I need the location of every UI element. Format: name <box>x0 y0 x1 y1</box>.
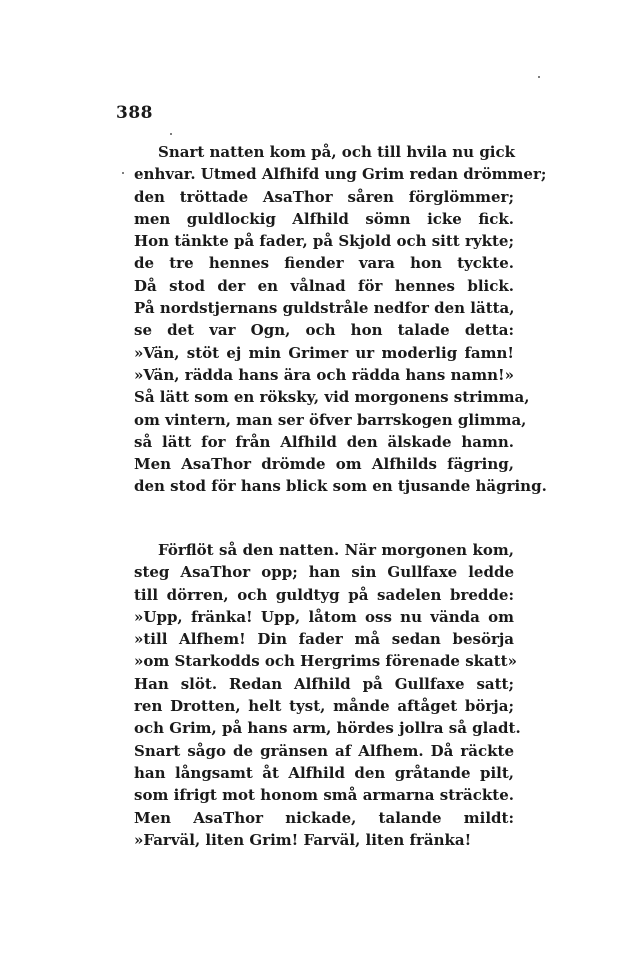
poem-line: han långsamt åt Alfhild den gråtande pilt, <box>134 763 514 782</box>
poem-line: och Grim, på hans arm, hördes jollra så gladt. <box>134 719 521 738</box>
page-number: 388 <box>116 103 153 123</box>
poem-line: den tröttade AsaThor såren förglömmer; <box>134 187 514 206</box>
poem-line: men guldlockig Alfhild sömn icke fick. <box>134 209 514 228</box>
print-speck <box>122 172 124 174</box>
poem-line: Han slöt. Redan Alfhild på Gullfaxe satt; <box>134 674 514 693</box>
poem-line: Så lätt som en röksky, vid morgonens strimma, <box>134 388 530 407</box>
poem-line: Hon tänkte på fader, på Skjold och sitt rykte; <box>134 232 514 251</box>
poem-line: steg AsaThor opp; han sin Gullfaxe ledde <box>134 563 514 582</box>
poem-line: »Farväl, liten Grim! Farväl, liten fränka! <box>134 830 472 849</box>
poem-line: till dörren, och guldtyg på sadelen bredde: <box>134 585 514 604</box>
stanza-1 <box>134 141 547 498</box>
poem-line: »Vän, rädda hans ära och rädda hans namn!» <box>134 365 514 384</box>
poem-line: som ifrigt mot honom små armarna sträckte. <box>134 786 514 805</box>
poem-line: den stod för hans blick som en tjusande hägring. <box>134 477 547 496</box>
poem-line: se det var Ogn, och hon talade detta: <box>134 321 514 340</box>
poem-line: om vintern, man ser öfver barrskogen glimma, <box>134 410 527 429</box>
print-speck <box>170 133 172 135</box>
poem-line: ren Drotten, helt tyst, månde aftåget börja; <box>134 697 514 716</box>
poem-line: Snart natten kom på, och till hvila nu gick <box>158 143 516 161</box>
poem-line: »till Alfhem! Din fader må sedan besörja <box>134 630 514 649</box>
poem-line: Då stod der en vålnad för hennes blick. <box>134 276 514 295</box>
poem-line: enhvar. Utmed Alfhifd ung Grim redan drömmer; <box>134 165 547 184</box>
poem-line: så lätt for från Alfhild den älskade hamn. <box>134 432 514 451</box>
print-speck <box>538 76 540 78</box>
poem-line: Förflöt så den natten. När morgonen kom, <box>158 541 514 559</box>
poem-line: På nordstjernans guldstråle nedfor den lätta, <box>134 299 515 318</box>
poem-line: »Upp, fränka! Upp, låtom oss nu vända om <box>134 607 514 626</box>
poem-line: Men AsaThor drömde om Alfhilds fägring, <box>134 455 514 474</box>
poem-line: Men AsaThor nickade, talande mildt: <box>134 808 514 827</box>
poem-line: de tre hennes fiender vara hon tyckte. <box>134 254 514 273</box>
poem-line: Snart sågo de gränsen af Alfhem. Då räckte <box>134 741 514 760</box>
poem-line: »Vän, stöt ej min Grimer ur moderlig famn! <box>134 343 514 362</box>
poem-line: »om Starkodds och Hergrims förenade skatt» <box>134 652 517 671</box>
stanza-2 <box>134 539 521 851</box>
